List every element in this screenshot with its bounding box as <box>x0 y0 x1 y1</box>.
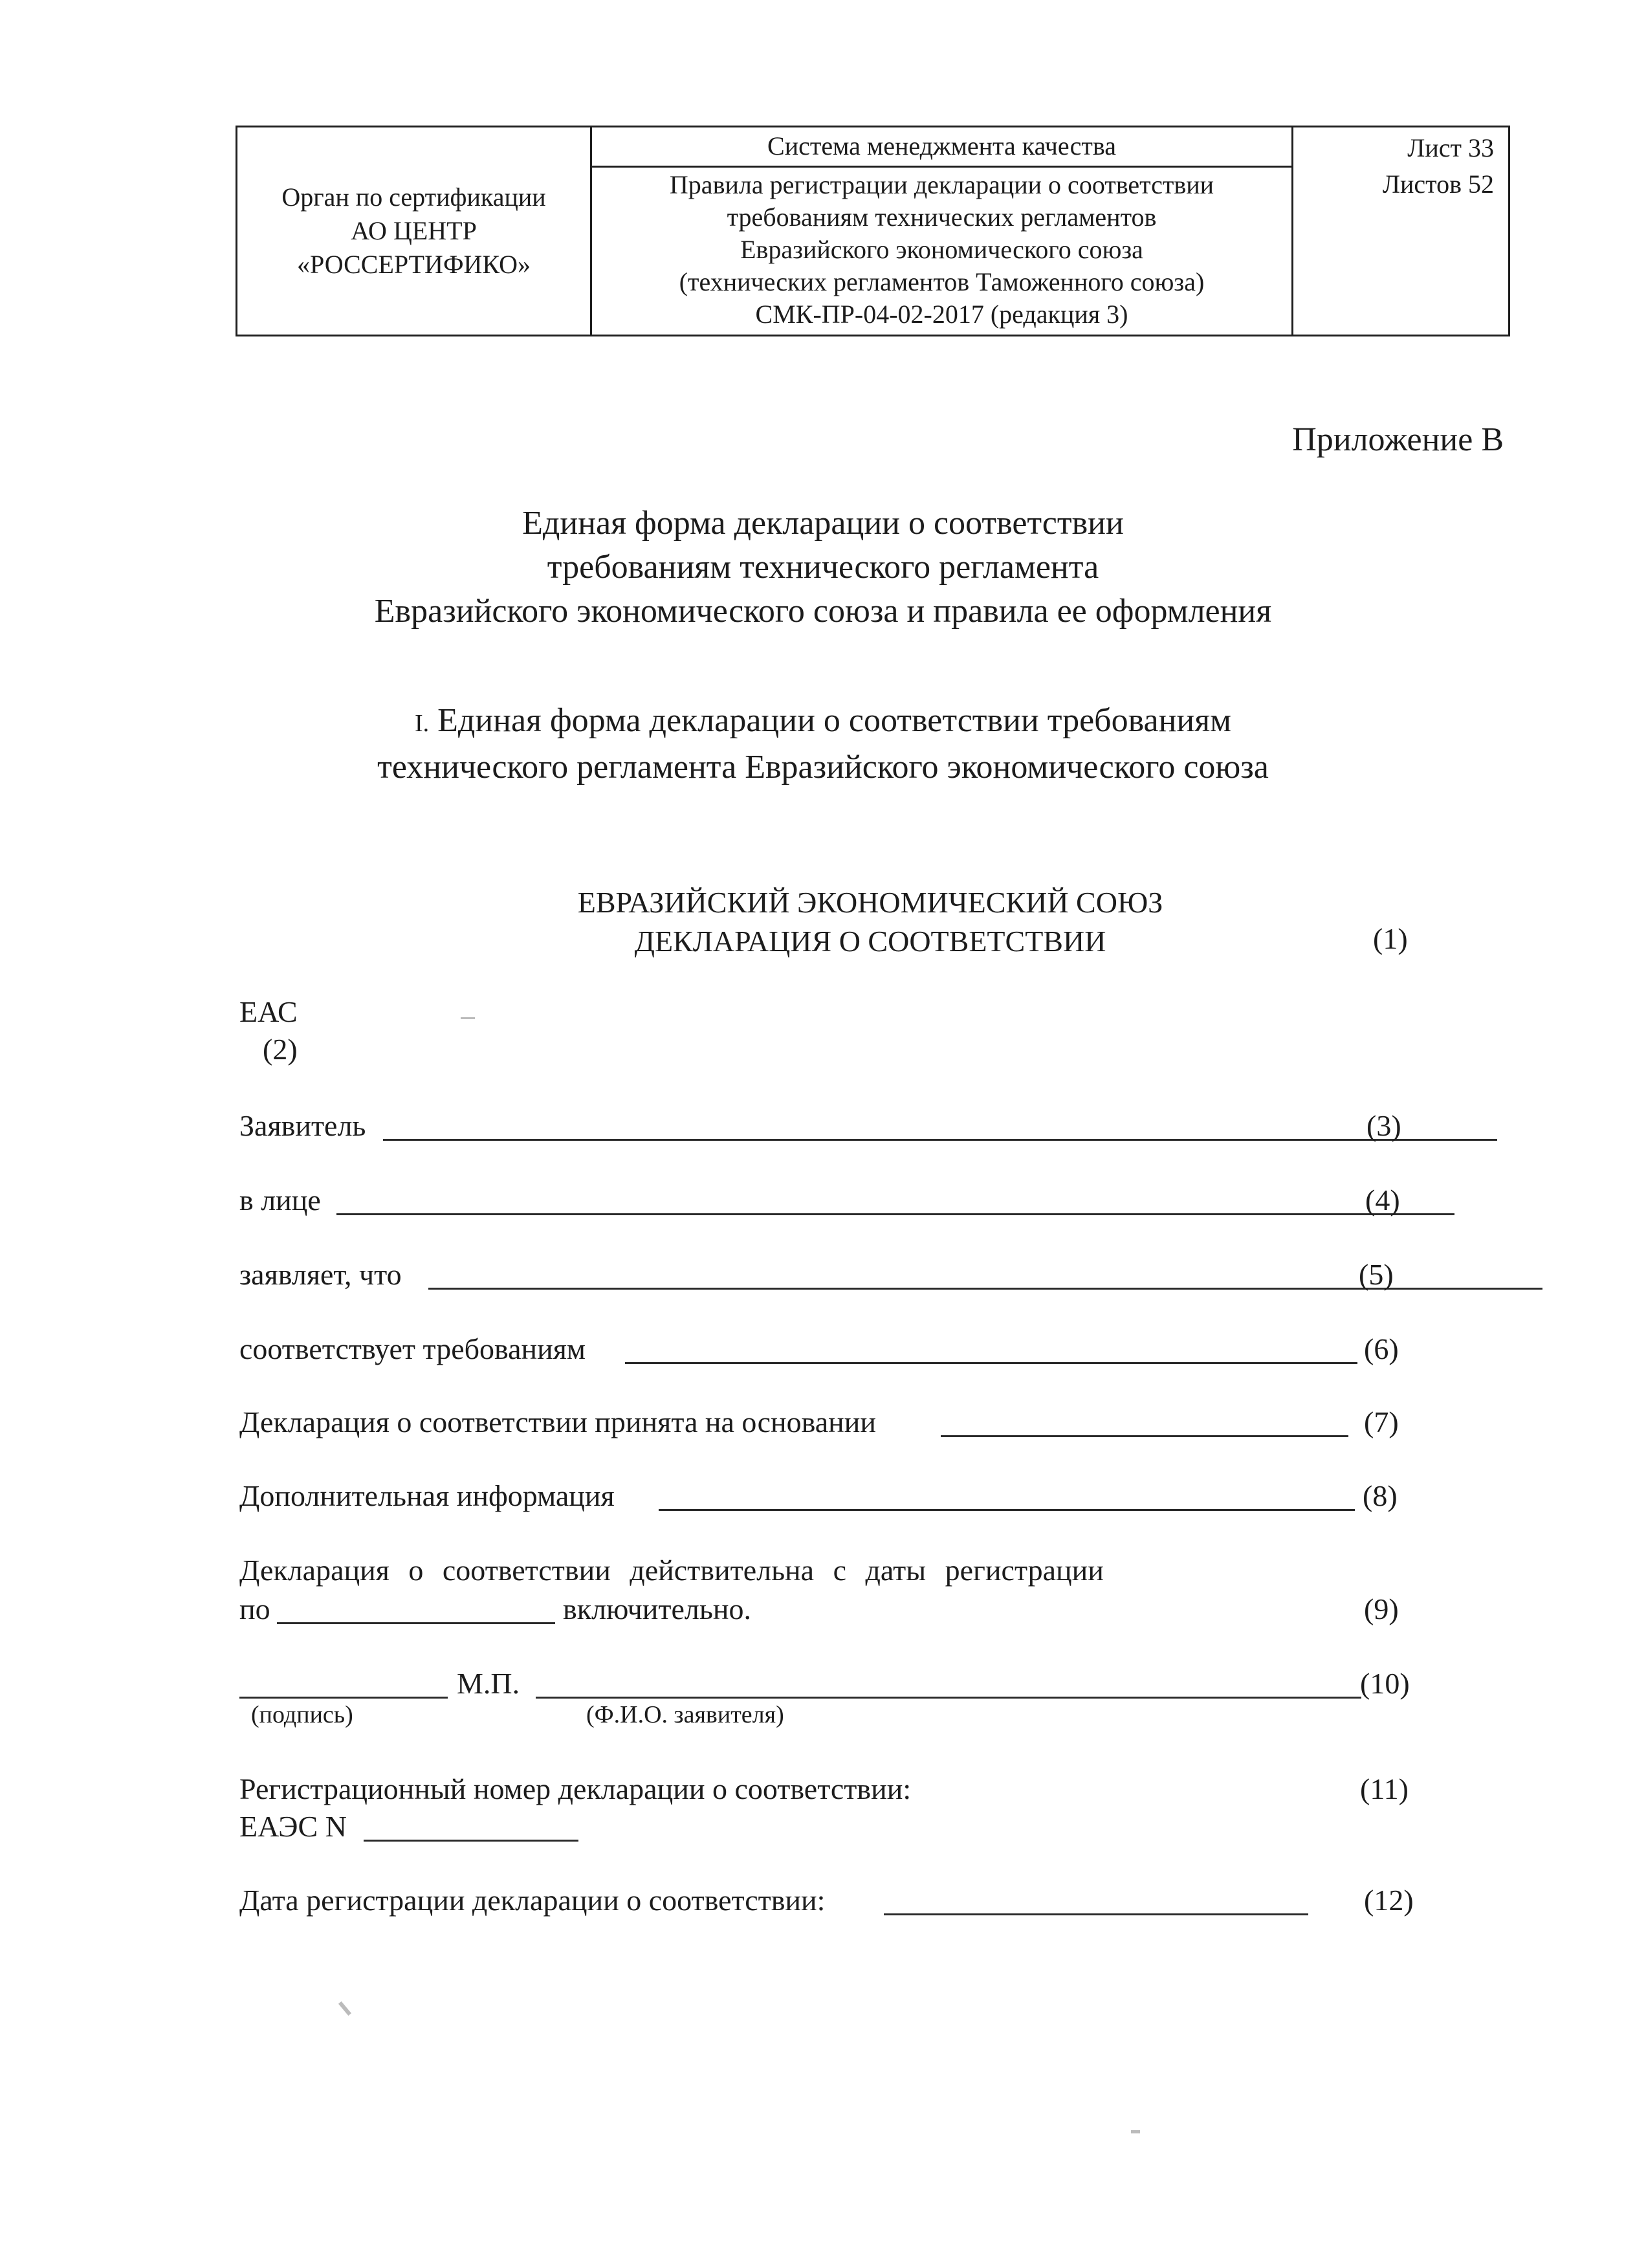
reg-date-field[interactable] <box>884 1913 1308 1915</box>
rules-line-2: требованиям технических регламентов <box>727 203 1157 232</box>
applicant-row <box>239 1106 1404 1145</box>
field-number-4: (4) <box>1365 1184 1400 1217</box>
field-number-2: (2) <box>263 1033 298 1066</box>
reg-number-field[interactable] <box>364 1840 578 1842</box>
signature-row <box>239 1664 1404 1703</box>
eac-label: ЕАС <box>239 995 298 1028</box>
scan-speck <box>1131 2130 1140 2133</box>
sheet-number: Лист 33 <box>1407 133 1494 162</box>
eaes-n-label: ЕАЭС N <box>239 1810 347 1843</box>
additional-row <box>239 1477 1404 1515</box>
signature-field[interactable] <box>239 1697 448 1699</box>
basis-field[interactable] <box>941 1435 1348 1437</box>
rules-line-3: Евразийского экономического союза <box>740 235 1143 264</box>
scan-speck <box>461 1017 475 1019</box>
reg-number-label: Регистрационный номер декларации о соответствии: <box>239 1772 912 1805</box>
field-number-7: (7) <box>1364 1405 1399 1438</box>
field-number-1: (1) <box>1373 922 1408 955</box>
represented-row <box>239 1181 1404 1220</box>
validity-row <box>239 1590 1404 1629</box>
union-title: ЕВРАЗИЙСКИЙ ЭКОНОМИЧЕСКИЙ СОЮЗ <box>577 886 1163 919</box>
declaration-title: ДЕКЛАРАЦИЯ О СООТВЕТСТВИИ <box>634 925 1106 958</box>
scan-speck <box>338 2001 351 2016</box>
additional-field[interactable] <box>659 1509 1355 1511</box>
main-title-line-3: Евразийского экономического союза и правила ее оформления <box>374 593 1272 630</box>
system-title: Система менеджмента качества <box>592 127 1291 168</box>
represented-by-label: в лице <box>239 1184 321 1217</box>
org-line-2: АО ЦЕНТР <box>351 216 477 245</box>
org-line-3: «РОССЕРТИФИКО» <box>296 250 531 279</box>
appendix-label: Приложение В <box>1292 421 1504 458</box>
sheets-total: Листов 52 <box>1382 170 1494 199</box>
main-title <box>0 501 1646 633</box>
name-caption: (Ф.И.О. заявителя) <box>586 1701 784 1728</box>
field-number-10: (10) <box>1360 1667 1410 1700</box>
rules-line-1: Правила регистрации декларации о соответствии <box>669 170 1214 199</box>
complies-label: соответствует требованиям <box>239 1332 586 1365</box>
organization-cell <box>237 127 592 335</box>
basis-label: Декларация о соответствии принята на основании <box>239 1405 876 1438</box>
field-number-3: (3) <box>1366 1109 1401 1142</box>
document-title-cell <box>592 127 1293 335</box>
valid-until-field[interactable] <box>277 1622 555 1624</box>
field-number-9: (9) <box>1364 1592 1399 1625</box>
applicant-label: Заявитель <box>239 1109 366 1142</box>
complies-field[interactable] <box>625 1362 1357 1364</box>
applicant-name-field[interactable] <box>536 1697 1361 1699</box>
rules-line-4: (технических регламентов Таможенного союза) <box>679 267 1205 296</box>
section-title-line-2: технического регламента Евразийского экономического союза <box>377 749 1269 786</box>
valid-inclusive-label: включительно. <box>563 1592 751 1625</box>
declares-row <box>239 1255 1404 1294</box>
reg-date-row <box>239 1881 1404 1920</box>
field-number-5: (5) <box>1359 1258 1394 1291</box>
declares-label: заявляет, что <box>239 1258 402 1291</box>
section-title <box>0 699 1646 789</box>
header-table <box>236 126 1510 336</box>
field-number-6: (6) <box>1364 1332 1399 1365</box>
validity-line-1: Декларация о соответствии действительна с даты регистрации <box>239 1554 1104 1587</box>
main-title-line-1: Единая форма декларации о соответствии <box>522 505 1124 542</box>
complies-row <box>239 1330 1404 1369</box>
field-number-8: (8) <box>1363 1479 1398 1512</box>
field-number-12: (12) <box>1364 1884 1414 1917</box>
field-number-11: (11) <box>1360 1772 1409 1805</box>
rules-line-5: СМК-ПР-04-02-2017 (редакция 3) <box>755 300 1128 329</box>
eaes-row <box>239 1807 1404 1846</box>
basis-row <box>239 1403 1404 1442</box>
valid-by-label: по <box>239 1592 270 1625</box>
signature-caption: (подпись) <box>251 1701 353 1728</box>
reg-date-label: Дата регистрации декларации о соответствии: <box>239 1884 826 1917</box>
stamp-label: М.П. <box>457 1667 520 1700</box>
eac-mark <box>239 993 298 1068</box>
additional-label: Дополнительная информация <box>239 1479 615 1512</box>
org-line-1: Орган по сертификации <box>281 182 546 212</box>
rules-title <box>592 168 1291 331</box>
main-title-line-2: требованиям технического регламента <box>547 549 1099 586</box>
represented-by-field[interactable] <box>336 1213 1454 1215</box>
applicant-field[interactable] <box>383 1139 1497 1141</box>
sheet-cell <box>1293 127 1508 335</box>
section-marker: I. <box>414 710 430 737</box>
reg-number-row <box>239 1770 1404 1809</box>
section-title-line-1: Единая форма декларации о соответствии требованиям <box>437 702 1232 739</box>
